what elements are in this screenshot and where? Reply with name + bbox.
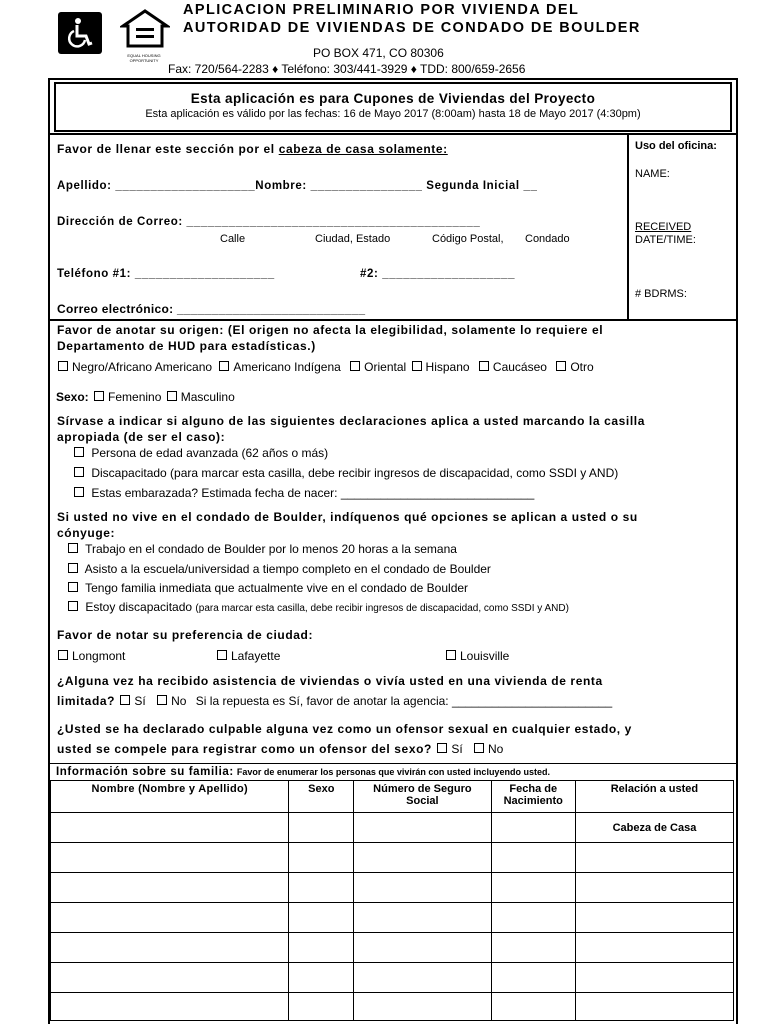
assist-row: limitada? Sí No Si la repuesta es Sí, favor de anotar la agencia: ________________________ bbox=[57, 694, 613, 708]
equal-housing-logo: EQUAL HOUSING OPPORTUNITY bbox=[120, 8, 170, 58]
table-row bbox=[51, 993, 734, 1021]
county-item[interactable]: Estoy discapacitado (para marcar esta casilla, debe recibir ingresos de discapacidad, como SSDI y AND) bbox=[66, 600, 569, 614]
cell-input[interactable] bbox=[289, 903, 354, 933]
office-use-title: Uso del oficina: bbox=[635, 140, 717, 152]
cell-input[interactable] bbox=[575, 993, 733, 1021]
cell-input[interactable] bbox=[289, 813, 354, 843]
origin-option[interactable]: Caucáseo bbox=[477, 360, 547, 374]
origin-option[interactable]: Oriental bbox=[348, 360, 406, 374]
checkbox[interactable] bbox=[412, 361, 422, 371]
table-row bbox=[51, 933, 734, 963]
checkbox[interactable] bbox=[94, 391, 104, 401]
cell-input[interactable] bbox=[51, 963, 289, 993]
relation-head-of-household: Cabeza de Casa bbox=[575, 813, 733, 843]
mail-calle-label: Calle bbox=[220, 233, 246, 245]
banner-dates: Esta aplicación es válido por las fechas: 16 de Mayo 2017 (8:00am) hasta 18 de Mayo 2017 (4:30pm) bbox=[145, 108, 641, 120]
table-row bbox=[51, 903, 734, 933]
cell-input[interactable] bbox=[354, 903, 491, 933]
checkbox[interactable] bbox=[479, 361, 489, 371]
county-item[interactable]: Asisto a la escuela/universidad a tiempo completo en el condado de Boulder bbox=[66, 562, 491, 576]
county-question-1: Si usted no vive en el condado de Boulder, indíquenos qué opciones se aplican a usted o su bbox=[57, 510, 638, 524]
cell-input[interactable] bbox=[51, 843, 289, 873]
cell-input[interactable] bbox=[51, 993, 289, 1021]
col-ssn: Número de Seguro Social bbox=[354, 781, 491, 813]
checkbox[interactable] bbox=[217, 650, 227, 660]
checkbox[interactable] bbox=[68, 563, 78, 573]
title-line-2: AUTORIDAD DE VIVIENDAS DE CONDADO DE BOULDER bbox=[183, 20, 641, 36]
checkbox[interactable] bbox=[350, 361, 360, 371]
cell-input[interactable] bbox=[51, 903, 289, 933]
cell-input[interactable] bbox=[575, 903, 733, 933]
table-row bbox=[51, 963, 734, 993]
family-table bbox=[50, 780, 734, 1021]
city-option-longmont[interactable]: Longmont bbox=[56, 649, 125, 663]
cell-input[interactable] bbox=[491, 843, 575, 873]
head-intro: Favor de llenar este sección por el cabeza de casa solamente: bbox=[57, 142, 448, 156]
office-name-label: NAME: bbox=[635, 168, 670, 180]
mail-address-field[interactable]: Dirección de Correo: __________________________________________ bbox=[57, 216, 481, 228]
checkbox[interactable] bbox=[446, 650, 456, 660]
origin-options bbox=[56, 360, 594, 374]
title-line-1: APLICACION PRELIMINARIO POR VIVIENDA DEL bbox=[183, 2, 580, 18]
checkbox[interactable] bbox=[157, 695, 167, 705]
cell-input[interactable] bbox=[354, 873, 491, 903]
cell-input[interactable] bbox=[491, 993, 575, 1021]
checkbox[interactable] bbox=[219, 361, 229, 371]
decl-item[interactable]: Discapacitado (para marcar esta casilla, debe recibir ingresos de discapacidad, como SSDI y AND) bbox=[72, 466, 618, 480]
cell-input[interactable] bbox=[289, 933, 354, 963]
checkbox[interactable] bbox=[437, 743, 447, 753]
mail-ciudad-label: Ciudad, Estado bbox=[315, 233, 391, 245]
cell-input[interactable] bbox=[491, 963, 575, 993]
cell-input[interactable] bbox=[575, 933, 733, 963]
cell-input[interactable] bbox=[51, 813, 289, 843]
origin-option[interactable]: Hispano bbox=[410, 360, 470, 374]
county-item[interactable]: Trabajo en el condado de Boulder por lo menos 20 horas a la semana bbox=[66, 542, 457, 556]
decl-item[interactable]: Persona de edad avanzada (62 años o más) bbox=[72, 446, 328, 460]
banner bbox=[54, 82, 732, 132]
col-dob: Fecha de Nacimiento bbox=[491, 781, 575, 813]
sex-option-female[interactable]: Femenino bbox=[92, 390, 161, 404]
origin-option[interactable]: Negro/Africano Americano bbox=[56, 360, 212, 374]
cell-input[interactable] bbox=[51, 933, 289, 963]
county-item[interactable]: Tengo familia inmediata que actualmente vive en el condado de Boulder bbox=[66, 581, 468, 595]
phone1-field[interactable]: Teléfono #1: ____________________ bbox=[57, 268, 275, 280]
decl-question-2: apropiada (de ser el caso): bbox=[57, 430, 226, 444]
cell-input[interactable] bbox=[354, 813, 491, 843]
assist-question-1: ¿Alguna vez ha recibido asistencia de viviendas o vivía usted en una vivienda de renta bbox=[57, 674, 603, 688]
cell-input[interactable] bbox=[575, 873, 733, 903]
address: PO BOX 471, CO 80306 bbox=[313, 46, 444, 60]
cell-input[interactable] bbox=[354, 993, 491, 1021]
phone2-field[interactable]: #2: ___________________ bbox=[360, 268, 516, 280]
checkbox[interactable] bbox=[68, 543, 78, 553]
checkbox[interactable] bbox=[68, 601, 78, 611]
checkbox[interactable] bbox=[68, 582, 78, 592]
table-row bbox=[51, 873, 734, 903]
assist-agency-field[interactable]: Si la repuesta es Sí, favor de anotar la agencia: ________________________ bbox=[195, 694, 613, 708]
offender-question-1: ¿Usted se ha declarado culpable alguna vez como un ofensor sexual en cualquier estado, y bbox=[57, 722, 632, 736]
cell-input[interactable] bbox=[289, 873, 354, 903]
origin-option[interactable]: Otro bbox=[554, 360, 593, 374]
col-sex: Sexo bbox=[289, 781, 354, 813]
cell-input[interactable] bbox=[491, 873, 575, 903]
cell-input[interactable] bbox=[354, 963, 491, 993]
banner-title: Esta aplicación es para Cupones de Viviendas del Proyecto bbox=[190, 91, 596, 106]
offender-row: usted se compele para registrar como un ofensor del sexo? Sí No bbox=[57, 742, 504, 756]
offender-yes[interactable]: Sí bbox=[435, 742, 462, 756]
office-datetime-label: DATE/TIME: bbox=[635, 234, 696, 246]
table-row bbox=[51, 843, 734, 873]
office-bdrms-label: # BDRMS: bbox=[635, 288, 687, 300]
wheelchair-accessible-icon bbox=[58, 12, 102, 54]
family-table-header bbox=[51, 781, 734, 813]
cell-input[interactable] bbox=[491, 813, 575, 843]
mail-postal-label: Código Postal, bbox=[432, 233, 504, 245]
origin-question-1: Favor de anotar su origen: (El origen no afecta la elegibilidad, solamente lo requiere el bbox=[57, 323, 604, 337]
checkbox[interactable] bbox=[474, 743, 484, 753]
offender-no[interactable]: No bbox=[472, 742, 503, 756]
mail-condado-label: Condado bbox=[525, 233, 570, 245]
checkbox[interactable] bbox=[58, 361, 68, 371]
cell-input[interactable] bbox=[354, 933, 491, 963]
email-field[interactable]: Correo electrónico: ___________________________ bbox=[57, 302, 366, 316]
sex-option-male[interactable]: Masculino bbox=[165, 390, 235, 404]
checkbox[interactable] bbox=[120, 695, 130, 705]
cell-input[interactable] bbox=[289, 963, 354, 993]
cell-input[interactable] bbox=[575, 963, 733, 993]
city-option-louisville[interactable]: Louisville bbox=[444, 649, 509, 663]
decl-item[interactable]: Estas embarazada? Estimada fecha de nacer: _____________________________ bbox=[72, 486, 534, 500]
office-received-label: RECEIVED bbox=[635, 221, 692, 233]
checkbox[interactable] bbox=[556, 361, 566, 371]
table-row bbox=[51, 813, 734, 843]
cell-input[interactable] bbox=[289, 993, 354, 1021]
origin-question-2: Departamento de HUD para estadísticas.) bbox=[57, 339, 316, 353]
cell-input[interactable] bbox=[289, 843, 354, 873]
checkbox[interactable] bbox=[74, 467, 84, 477]
checkbox[interactable] bbox=[74, 447, 84, 457]
cell-input[interactable] bbox=[354, 843, 491, 873]
origin-option[interactable]: Americano Indígena bbox=[217, 360, 340, 374]
county-question-2: cónyuge: bbox=[57, 526, 116, 540]
assist-yes[interactable]: Sí bbox=[118, 694, 145, 708]
sex-row: Sexo: Femenino Masculino bbox=[56, 390, 235, 404]
checkbox[interactable] bbox=[167, 391, 177, 401]
names-field[interactable]: Apellido: ____________________Nombre: ________________ Segunda Inicial __ bbox=[57, 180, 538, 192]
checkbox[interactable] bbox=[74, 487, 84, 497]
city-question: Favor de notar su preferencia de ciudad: bbox=[57, 628, 314, 642]
cell-input[interactable] bbox=[491, 903, 575, 933]
cell-input[interactable] bbox=[575, 843, 733, 873]
checkbox[interactable] bbox=[58, 650, 68, 660]
cell-input[interactable] bbox=[51, 873, 289, 903]
family-title-row: Información sobre su familia: Favor de enumerar los personas que vivirán con usted incluyendo usted. bbox=[56, 766, 550, 778]
assist-no[interactable]: No bbox=[155, 694, 186, 708]
col-relation: Relación a usted bbox=[575, 781, 733, 813]
contact-line: Fax: 720/564-2283 ♦ Teléfono: 303/441-3929 ♦ TDD: 800/659-2656 bbox=[168, 62, 526, 76]
city-option-lafayette[interactable]: Lafayette bbox=[215, 649, 280, 663]
cell-input[interactable] bbox=[491, 933, 575, 963]
col-name: Nombre (Nombre y Apellido) bbox=[51, 781, 289, 813]
decl-question-1: Sírvase a indicar si alguno de las siguientes declaraciones aplica a usted marcando la casilla bbox=[57, 414, 645, 428]
